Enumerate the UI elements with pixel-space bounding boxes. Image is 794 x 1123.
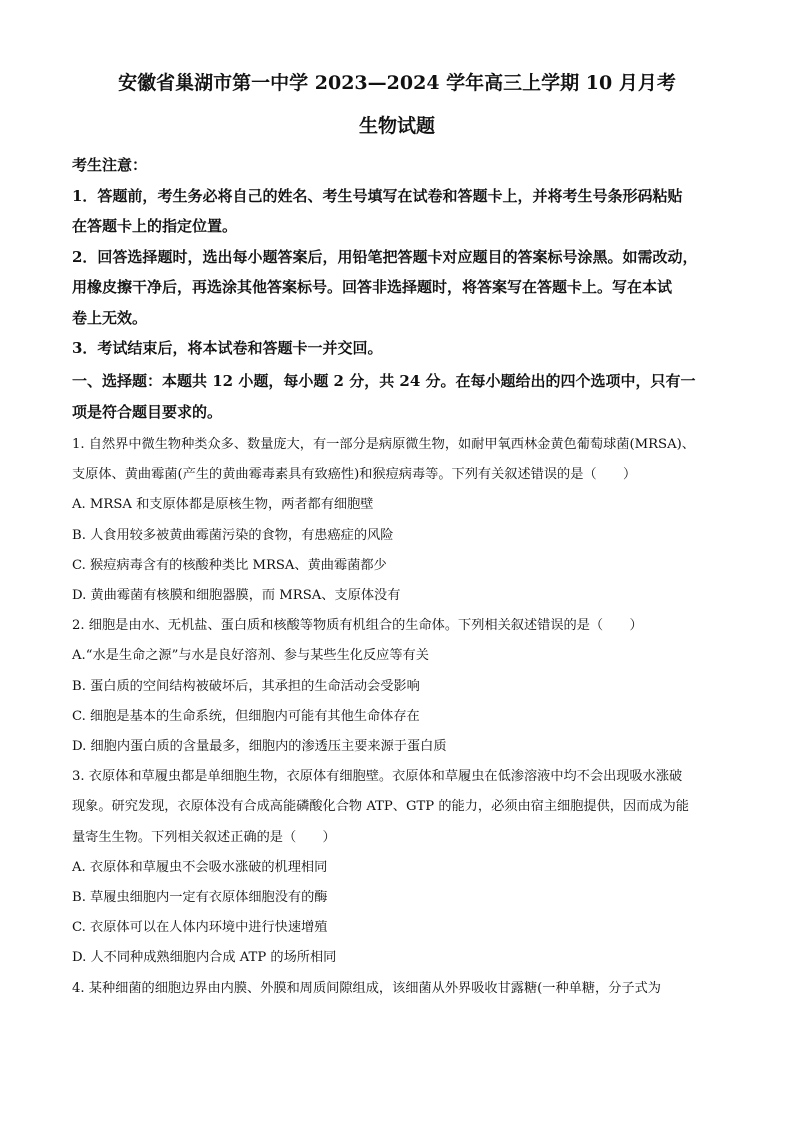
question-3-stem-line-3: 量寄生生物。下列相关叙述正确的是（ ） xyxy=(72,829,336,845)
section-heading-line-1: 一、选择题：本题共 12 小题，每小题 2 分，共 24 分。在每小题给出的四个选项中，只有一 xyxy=(72,372,696,390)
question-2-option-a: A.“水是生命之源”与水是良好溶剂、参与某些生化反应等有关 xyxy=(72,648,429,664)
question-1-option-b: B. 人食用较多被黄曲霉菌污染的食物，有患癌症的风险 xyxy=(72,527,394,543)
note-3-line-1: 3．考试结束后，将本试卷和答题卡一并交回。 xyxy=(72,339,383,357)
question-4 xyxy=(72,974,724,1004)
question-3-option-a: A. 衣原体和草履虫不会吸水涨破的机理相同 xyxy=(72,859,328,875)
section-heading-line-2: 项是符合题目要求的。 xyxy=(72,402,223,421)
question-1-option-c: C. 猴痘病毒含有的核酸种类比 MRSA、黄曲霉菌都少 xyxy=(72,557,387,573)
question-1-stem-line-1: 1. 自然界中微生物种类众多、数量庞大，有一部分是病原微生物，如耐甲氧西林金黄色葡萄球菌(MRSA)、 xyxy=(72,437,695,452)
question-3-option-b: B. 草履虫细胞内一定有衣原体细胞没有的酶 xyxy=(72,890,328,906)
note-2-line-2: 用橡皮擦干净后，再选涂其他答案标号。回答非选择题时，将答案写在答题卡上。写在本试 xyxy=(72,278,673,296)
note-1-line-2: 在答题卡上的指定位置。 xyxy=(72,217,238,235)
question-1-stem-line-2: 支原体、黄曲霉菌(产生的黄曲霉毒素具有致癌性)和猴痘病毒等。下列有关叙述错误的是（ ） xyxy=(72,467,637,483)
note-2-line-3: 卷上无效。 xyxy=(72,308,148,327)
question-2 xyxy=(72,611,724,762)
question-2-option-d: D. 细胞内蛋白质的含量最多，细胞内的渗透压主要来源于蛋白质 xyxy=(72,739,447,755)
note-1-line-1: 1．答题前，考生务必将自己的姓名、考生号填写在试卷和答题卡上，并将考生号条形码粘贴 xyxy=(72,186,683,205)
notes-heading: 考生注意： xyxy=(72,156,148,174)
question-1 xyxy=(72,430,724,611)
section-heading xyxy=(72,366,724,427)
question-3-stem-line-2: 现象。研究发现，衣原体没有合成高能磷酸化合物 ATP、GTP 的能力，必须由宿主细胞提供，因而成为能 xyxy=(72,799,689,815)
question-3-option-d: D. 人不同种成熟细胞内合成 ATP 的场所相同 xyxy=(72,950,337,966)
question-1-option-a: A. MRSA 和支原体都是原核生物，两者都有细胞壁 xyxy=(72,497,374,513)
question-3 xyxy=(72,762,724,973)
candidate-notes xyxy=(72,150,724,364)
question-2-option-b: B. 蛋白质的空间结构被破坏后，其承担的生命活动会受影响 xyxy=(72,678,420,694)
question-4-stem-line-1: 4. 某种细菌的细胞边界由内膜、外膜和周质间隙组成，该细菌从外界吸收甘露糖(一种单糖，分子式为 xyxy=(72,980,661,996)
question-list xyxy=(72,430,724,1004)
question-2-option-c: C. 细胞是基本的生命系统，但细胞内可能有其他生命体存在 xyxy=(72,708,420,724)
question-3-stem-line-1: 3. 衣原体和草履虫都是单细胞生物，衣原体有细胞壁。衣原体和草履虫在低渗溶液中均不会出现吸水涨破 xyxy=(72,769,683,785)
note-2-line-1: 2．回答选择题时，选出每小题答案后，用铅笔把答题卡对应题目的答案标号涂黑。如需改动， xyxy=(72,247,698,266)
exam-title: 安徽省巢湖市第一中学 2023—2024 学年高三上学期 10 月月考 xyxy=(118,72,676,94)
exam-subject: 生物试题 xyxy=(358,115,435,137)
question-2-stem-line-1: 2. 细胞是由水、无机盐、蛋白质和核酸等物质有机组合的生命体。下列相关叙述错误的是（ ） xyxy=(72,618,643,634)
question-3-option-c: C. 衣原体可以在人体内环境中进行快速增殖 xyxy=(72,920,328,936)
question-1-option-d: D. 黄曲霉菌有核膜和细胞器膜，而 MRSA、支原体没有 xyxy=(72,588,401,604)
